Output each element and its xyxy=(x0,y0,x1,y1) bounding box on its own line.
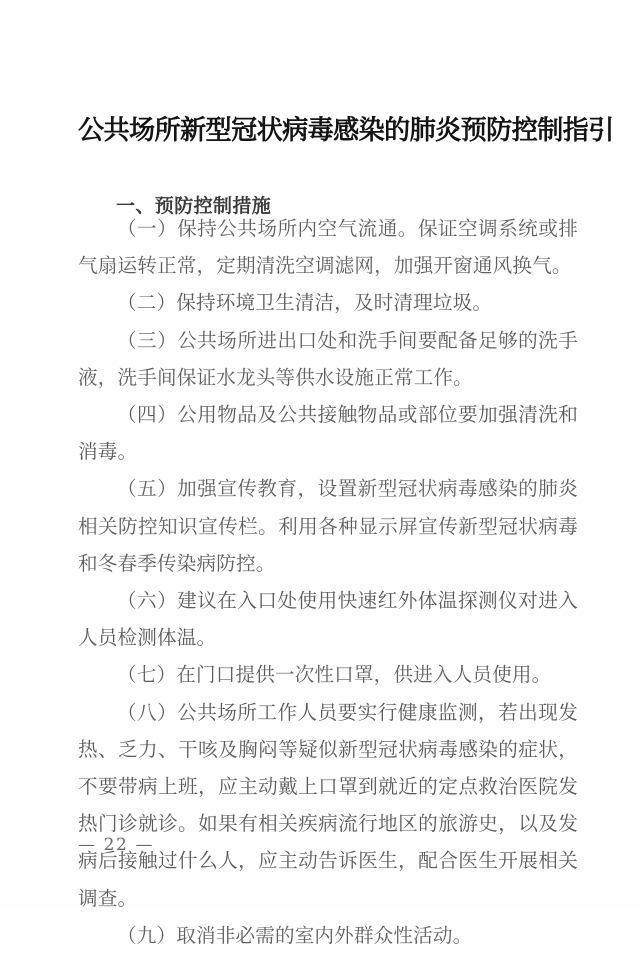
paragraph-5: （五）加强宣传教育，设置新型冠状病毒感染的肺炎相关防控知识宣传栏。利用各种显示屏宣传新型冠状病毒和冬春季传染病防控。 xyxy=(78,477,578,575)
section-heading-prevention-measures: 一、预防控制措施 xyxy=(116,194,272,217)
paragraph-1: （一）保持公共场所内空气流通。保证空调系统或排气扇运转正常，定期清洗空调滤网，加强开窗通风换气。 xyxy=(78,217,578,278)
paragraph-4: （四）公用物品及公共接触物品或部位要加强清洗和消毒。 xyxy=(78,403,578,464)
paragraph-9: （九）取消非必需的室内外群众性活动。 xyxy=(117,923,473,947)
paragraph-2: （二）保持环境卫生清洁，及时清理垃圾。 xyxy=(117,291,493,315)
paragraph-8: （八）公共场所工作人员要实行健康监测，若出现发热、乏力、干咳及胸闷等疑似新型冠状病毒感染的症状，不要带病上班，应主动戴上口罩到就近的定点救治医院发热门诊就诊。如果有相关疾病流行地区的旅游史，以及发病后接触过什么人，应主动告诉医生，配合医生开展相关调查。 xyxy=(78,700,578,910)
paragraph-7: （七）在门口提供一次性口罩，供进入人员使用。 xyxy=(117,663,552,687)
page-number: — 22 — xyxy=(78,835,155,855)
paragraph-6: （六）建议在入口处使用快速红外体温探测仪对进入人员检测体温。 xyxy=(78,589,578,650)
page-title: 公共场所新型冠状病毒感染的肺炎预防控制指引 xyxy=(78,114,614,146)
paragraph-3: （三）公共场所进出口处和洗手间要配备足够的洗手液，洗手间保证水龙头等供水设施正常工作。 xyxy=(78,328,578,389)
